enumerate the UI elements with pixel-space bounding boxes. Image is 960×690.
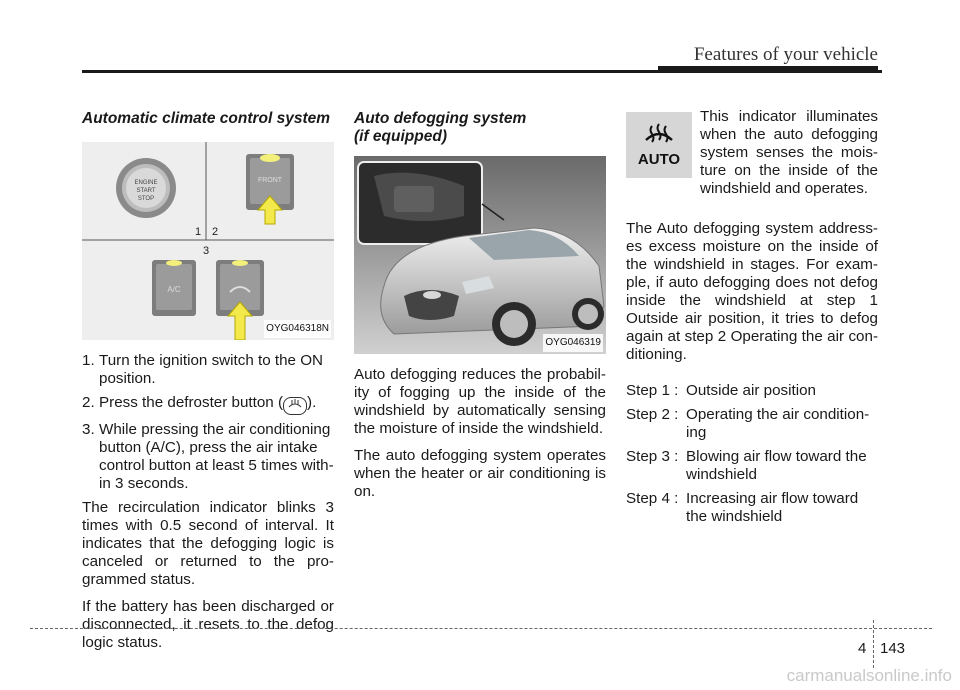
figure-label-2: 2 xyxy=(212,226,219,238)
body-paragraph: If the battery has been discharged or disconnected, it resets to the defog logic status. xyxy=(82,598,334,651)
climate-controls-illustration xyxy=(82,142,334,340)
indicator-description: This indicator illuminates when the auto defogging system senses the mois- ture on the inside of the windshield and operates. xyxy=(700,108,878,197)
climate-controls-figure xyxy=(82,142,334,340)
procedure-steps xyxy=(82,352,334,493)
header-rule-accent xyxy=(658,66,878,73)
car-illustration xyxy=(354,156,606,354)
body-paragraph: The auto defogging system operates when the heater or air conditioning is on. xyxy=(354,447,606,500)
defog-step: Step 3 : Blowing air flow toward the windshield xyxy=(626,448,867,483)
defog-step: Step 1 : Outside air position xyxy=(626,382,817,399)
chapter-number: 4 xyxy=(858,640,867,657)
column-defog-stages xyxy=(626,108,878,532)
page-number: 143 xyxy=(880,640,906,657)
car-figure xyxy=(354,156,606,354)
page-header-title: Features of your vehicle xyxy=(693,44,878,65)
column-auto-defogging xyxy=(354,108,606,510)
defroster-icon xyxy=(283,397,307,415)
indicator-block xyxy=(626,108,878,204)
svg-text:START: START xyxy=(136,188,156,194)
column-climate-control xyxy=(82,108,334,661)
section-title: Auto defogging system (if equipped) xyxy=(354,110,527,145)
figure-label-1: 1 xyxy=(195,226,202,238)
svg-text:STOP: STOP xyxy=(137,196,155,202)
procedure-step: 3. While pressing the air conditioning button (A/C), press the air intake control button at least 5 times with- in 3 seconds. xyxy=(82,421,334,492)
body-paragraph: The Auto defogging system address- es excess moisture on the inside of the windshield in stages. For exam- ple, if auto defogging does not defog inside the windshield at step 1 Outside air position, it tries to defog again at step 2 Operating the air con- ditioning. xyxy=(626,220,878,363)
svg-text:FRONT: FRONT xyxy=(257,177,283,184)
defog-step: Step 2 : Operating the air condition- ing xyxy=(626,406,870,441)
defog-steps-list xyxy=(626,382,878,526)
procedure-step: 1. Turn the ignition switch to the ON position. xyxy=(82,352,323,387)
procedure-step: 2. Press the defroster button ( ). xyxy=(82,394,334,415)
figure-code: OYG046319 xyxy=(543,334,603,352)
figure-code: OYG046318N xyxy=(264,320,331,338)
figure-label-3: 3 xyxy=(203,245,210,257)
footer-rule xyxy=(30,628,932,629)
svg-text:ENGINE: ENGINE xyxy=(134,180,158,186)
body-paragraph: The recirculation indicator blinks 3 times with 0.5 second of interval. It indicates that the defogging logic is canceled or returned to the pro- grammed status. xyxy=(82,499,334,588)
section-title: Automatic climate control system xyxy=(82,110,331,127)
defog-step: Step 4 : Increasing air flow toward the windshield xyxy=(626,490,859,525)
auto-defog-indicator-icon xyxy=(626,112,692,178)
indicator-label: AUTO xyxy=(637,151,681,168)
svg-text:A/C: A/C xyxy=(167,285,181,294)
watermark: carmanualsonline.info xyxy=(786,666,952,685)
footer-divider xyxy=(873,620,874,668)
body-paragraph: Auto defogging reduces the probabil- ity of fogging up the inside of the windshield by automatically sensing the moisture of inside the windshield. xyxy=(354,366,606,437)
